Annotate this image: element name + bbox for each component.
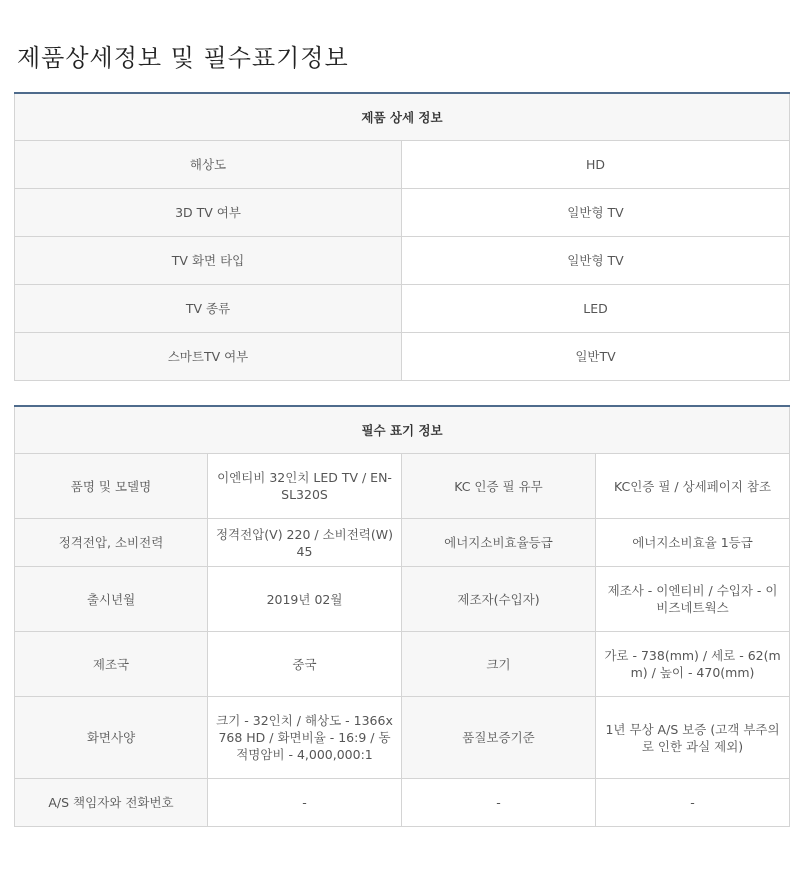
row-value: 2019년 02월 <box>208 567 402 632</box>
table-header-row <box>15 406 790 454</box>
required-info-table <box>14 405 790 827</box>
row-value: 일반형 TV <box>402 189 790 237</box>
row-label: 스마트TV 여부 <box>15 333 402 381</box>
row-label: - <box>402 779 596 827</box>
row-value: 일반형 TV <box>402 237 790 285</box>
row-label: 정격전압, 소비전력 <box>15 519 208 567</box>
table-row <box>15 141 790 189</box>
detail-table-header: 제품 상세 정보 <box>15 93 790 141</box>
table-row <box>15 333 790 381</box>
row-label: A/S 책임자와 전화번호 <box>15 779 208 827</box>
row-value: - <box>596 779 790 827</box>
table-header-row <box>15 93 790 141</box>
row-label: TV 종류 <box>15 285 402 333</box>
row-value: 크기 - 32인치 / 해상도 - 1366x768 HD / 화면비율 - 16:9 / 동적명암비 - 4,000,000:1 <box>208 697 402 779</box>
table-row <box>15 779 790 827</box>
required-table-header: 필수 표기 정보 <box>15 406 790 454</box>
page-title: 제품상세정보 및 필수표기정보 <box>17 44 349 72</box>
row-value: 일반TV <box>402 333 790 381</box>
row-value: 에너지소비효율 1등급 <box>596 519 790 567</box>
row-value: 이엔티비 32인치 LED TV / EN-SL320S <box>208 454 402 519</box>
table-row <box>15 189 790 237</box>
product-detail-table <box>14 92 790 381</box>
row-label: 크기 <box>402 632 596 697</box>
row-label: TV 화면 타입 <box>15 237 402 285</box>
table-row <box>15 285 790 333</box>
row-value: - <box>208 779 402 827</box>
row-label: 출시년월 <box>15 567 208 632</box>
table-row <box>15 697 790 779</box>
row-label: 3D TV 여부 <box>15 189 402 237</box>
row-label: KC 인증 필 유무 <box>402 454 596 519</box>
row-value: 1년 무상 A/S 보증 (고객 부주의로 인한 과실 제외) <box>596 697 790 779</box>
row-value: 중국 <box>208 632 402 697</box>
row-label: 화면사양 <box>15 697 208 779</box>
row-label: 제조국 <box>15 632 208 697</box>
row-label: 제조자(수입자) <box>402 567 596 632</box>
row-label: 해상도 <box>15 141 402 189</box>
table-row <box>15 454 790 519</box>
row-value: 정격전압(V) 220 / 소비전력(W) 45 <box>208 519 402 567</box>
row-label: 품질보증기준 <box>402 697 596 779</box>
table-row <box>15 237 790 285</box>
table-row <box>15 567 790 632</box>
row-label: 품명 및 모델명 <box>15 454 208 519</box>
table-row <box>15 519 790 567</box>
row-label: 에너지소비효율등급 <box>402 519 596 567</box>
row-value: LED <box>402 285 790 333</box>
row-value: KC인증 필 / 상세페이지 참조 <box>596 454 790 519</box>
table-row <box>15 632 790 697</box>
row-value: 제조사 - 이엔티비 / 수입자 - 이비즈네트웍스 <box>596 567 790 632</box>
row-value: 가로 - 738(mm) / 세로 - 62(mm) / 높이 - 470(mm) <box>596 632 790 697</box>
row-value: HD <box>402 141 790 189</box>
